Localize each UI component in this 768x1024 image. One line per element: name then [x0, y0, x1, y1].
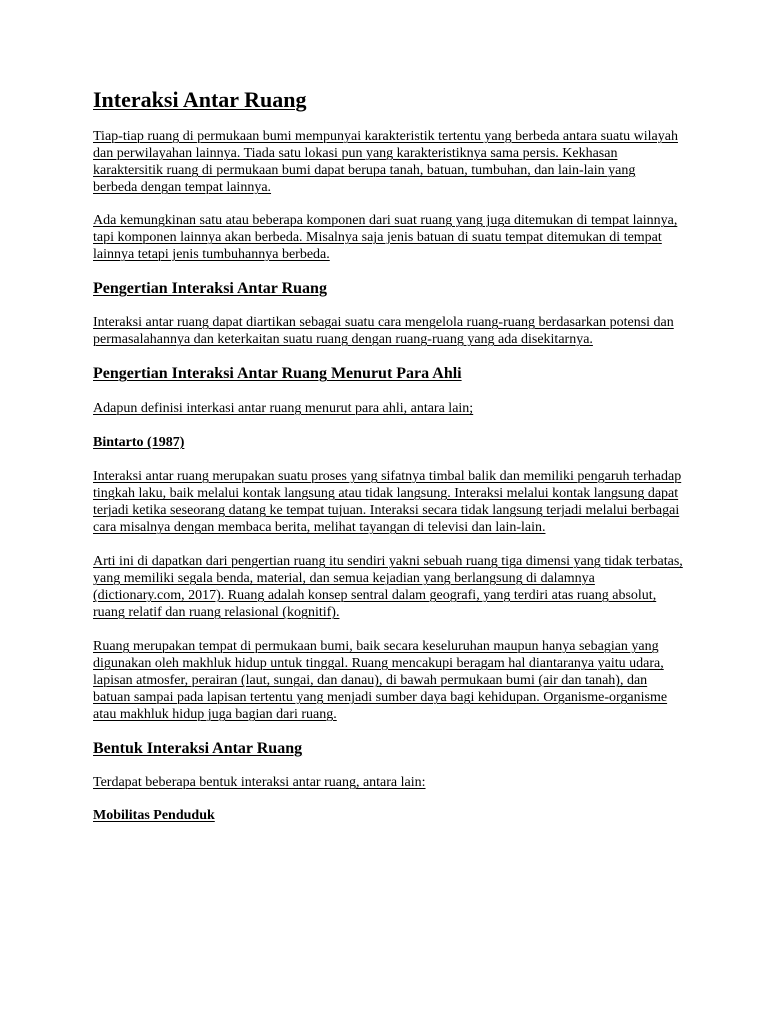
intro-paragraph-1: Tiap-tiap ruang di permukaan bumi mempunyai karakteristik tertentu yang berbeda antara suatu wilayah dan perwilayahan lainnya. Tiada satu lokasi pun yang karakteristiknya sama persis. Kekhasan karaktersitik ruang di permukaan bumi dapat berupa tanah, batuan, tumbuhan, dan lain-lain yang berbeda dengan tempat lainnya.: [93, 129, 678, 195]
pengertian-paragraph: Interaksi antar ruang dapat diartikan sebagai suatu cara mengelola ruang-ruang berdasarkan potensi dan permasalahannya dan keterkaitan suatu ruang dengan ruang-ruang yang ada disekitarnya.: [93, 315, 674, 347]
bintarto-paragraph-2: Arti ini di dapatkan dari pengertian ruang itu sendiri yakni sebuah ruang tiga dimensi yang tidak terbatas, yang memiliki segala benda, material, dan semua kejadian yang berlangsung di dalamnya (dictionary.com, 2017). Ruang adalah konsep sentral dalam geografi, yang terdiri atas ruang absolut, ruang relatif dan ruang relasional (kognitif).: [93, 554, 683, 620]
document-page: [93, 86, 683, 824]
intro-paragraph-2: Ada kemungkinan satu atau beberapa komponen dari suat ruang yang juga ditemukan di tempat lainnya, tapi komponen lainnya akan berbeda. Misalnya saja jenis batuan di suatu tempat ditemukan di tempat lainnya tetapi jenis tumbuhannya berbeda.: [93, 213, 678, 262]
bintarto-paragraph-1: Interaksi antar ruang merupakan suatu proses yang sifatnya timbal balik dan memiliki pengaruh terhadap tingkah laku, baik melalui kontak langsung atau tidak langsung. Interaksi melalui kontak langsung dapat terjadi ketika seseorang datang ke tempat tujuan. Interaksi secara tidak langsung terjadi melalui berbagai cara misalnya dengan membaca berita, melihat tayangan di televisi dan lain-lain.: [93, 469, 682, 535]
bentuk-paragraph: Terdapat beberapa bentuk interaksi antar ruang, antara lain:: [93, 775, 426, 790]
para-ahli-paragraph: Adapun definisi interkasi antar ruang menurut para ahli, antara lain;: [93, 401, 474, 416]
heading-pengertian: Pengertian Interaksi Antar Ruang: [93, 280, 327, 297]
bintarto-paragraph-3: Ruang merupakan tempat di permukaan bumi, baik secara keseluruhan maupun hanya sebagian yang digunakan oleh makhluk hidup untuk tinggal. Ruang mencakupi beragam hal diantaranya yaitu udara, lapisan atmosfer, perairan (laut, sungai, dan danau), di bawah permukaan bumi (air dan tanah), dan batuan sampai pada lapisan tertentu yang menjadi sumber daya bagi kehidupan. Organisme-organisme atau makhluk hidup juga bagian dari ruang.: [93, 639, 668, 722]
heading-mobilitas: Mobilitas Penduduk: [93, 808, 215, 823]
heading-bentuk: Bentuk Interaksi Antar Ruang: [93, 740, 303, 757]
document-title: Interaksi Antar Ruang: [93, 87, 307, 112]
heading-bintarto: Bintarto (1987): [93, 435, 185, 450]
heading-para-ahli: Pengertian Interaksi Antar Ruang Menurut Para Ahli: [93, 365, 462, 382]
